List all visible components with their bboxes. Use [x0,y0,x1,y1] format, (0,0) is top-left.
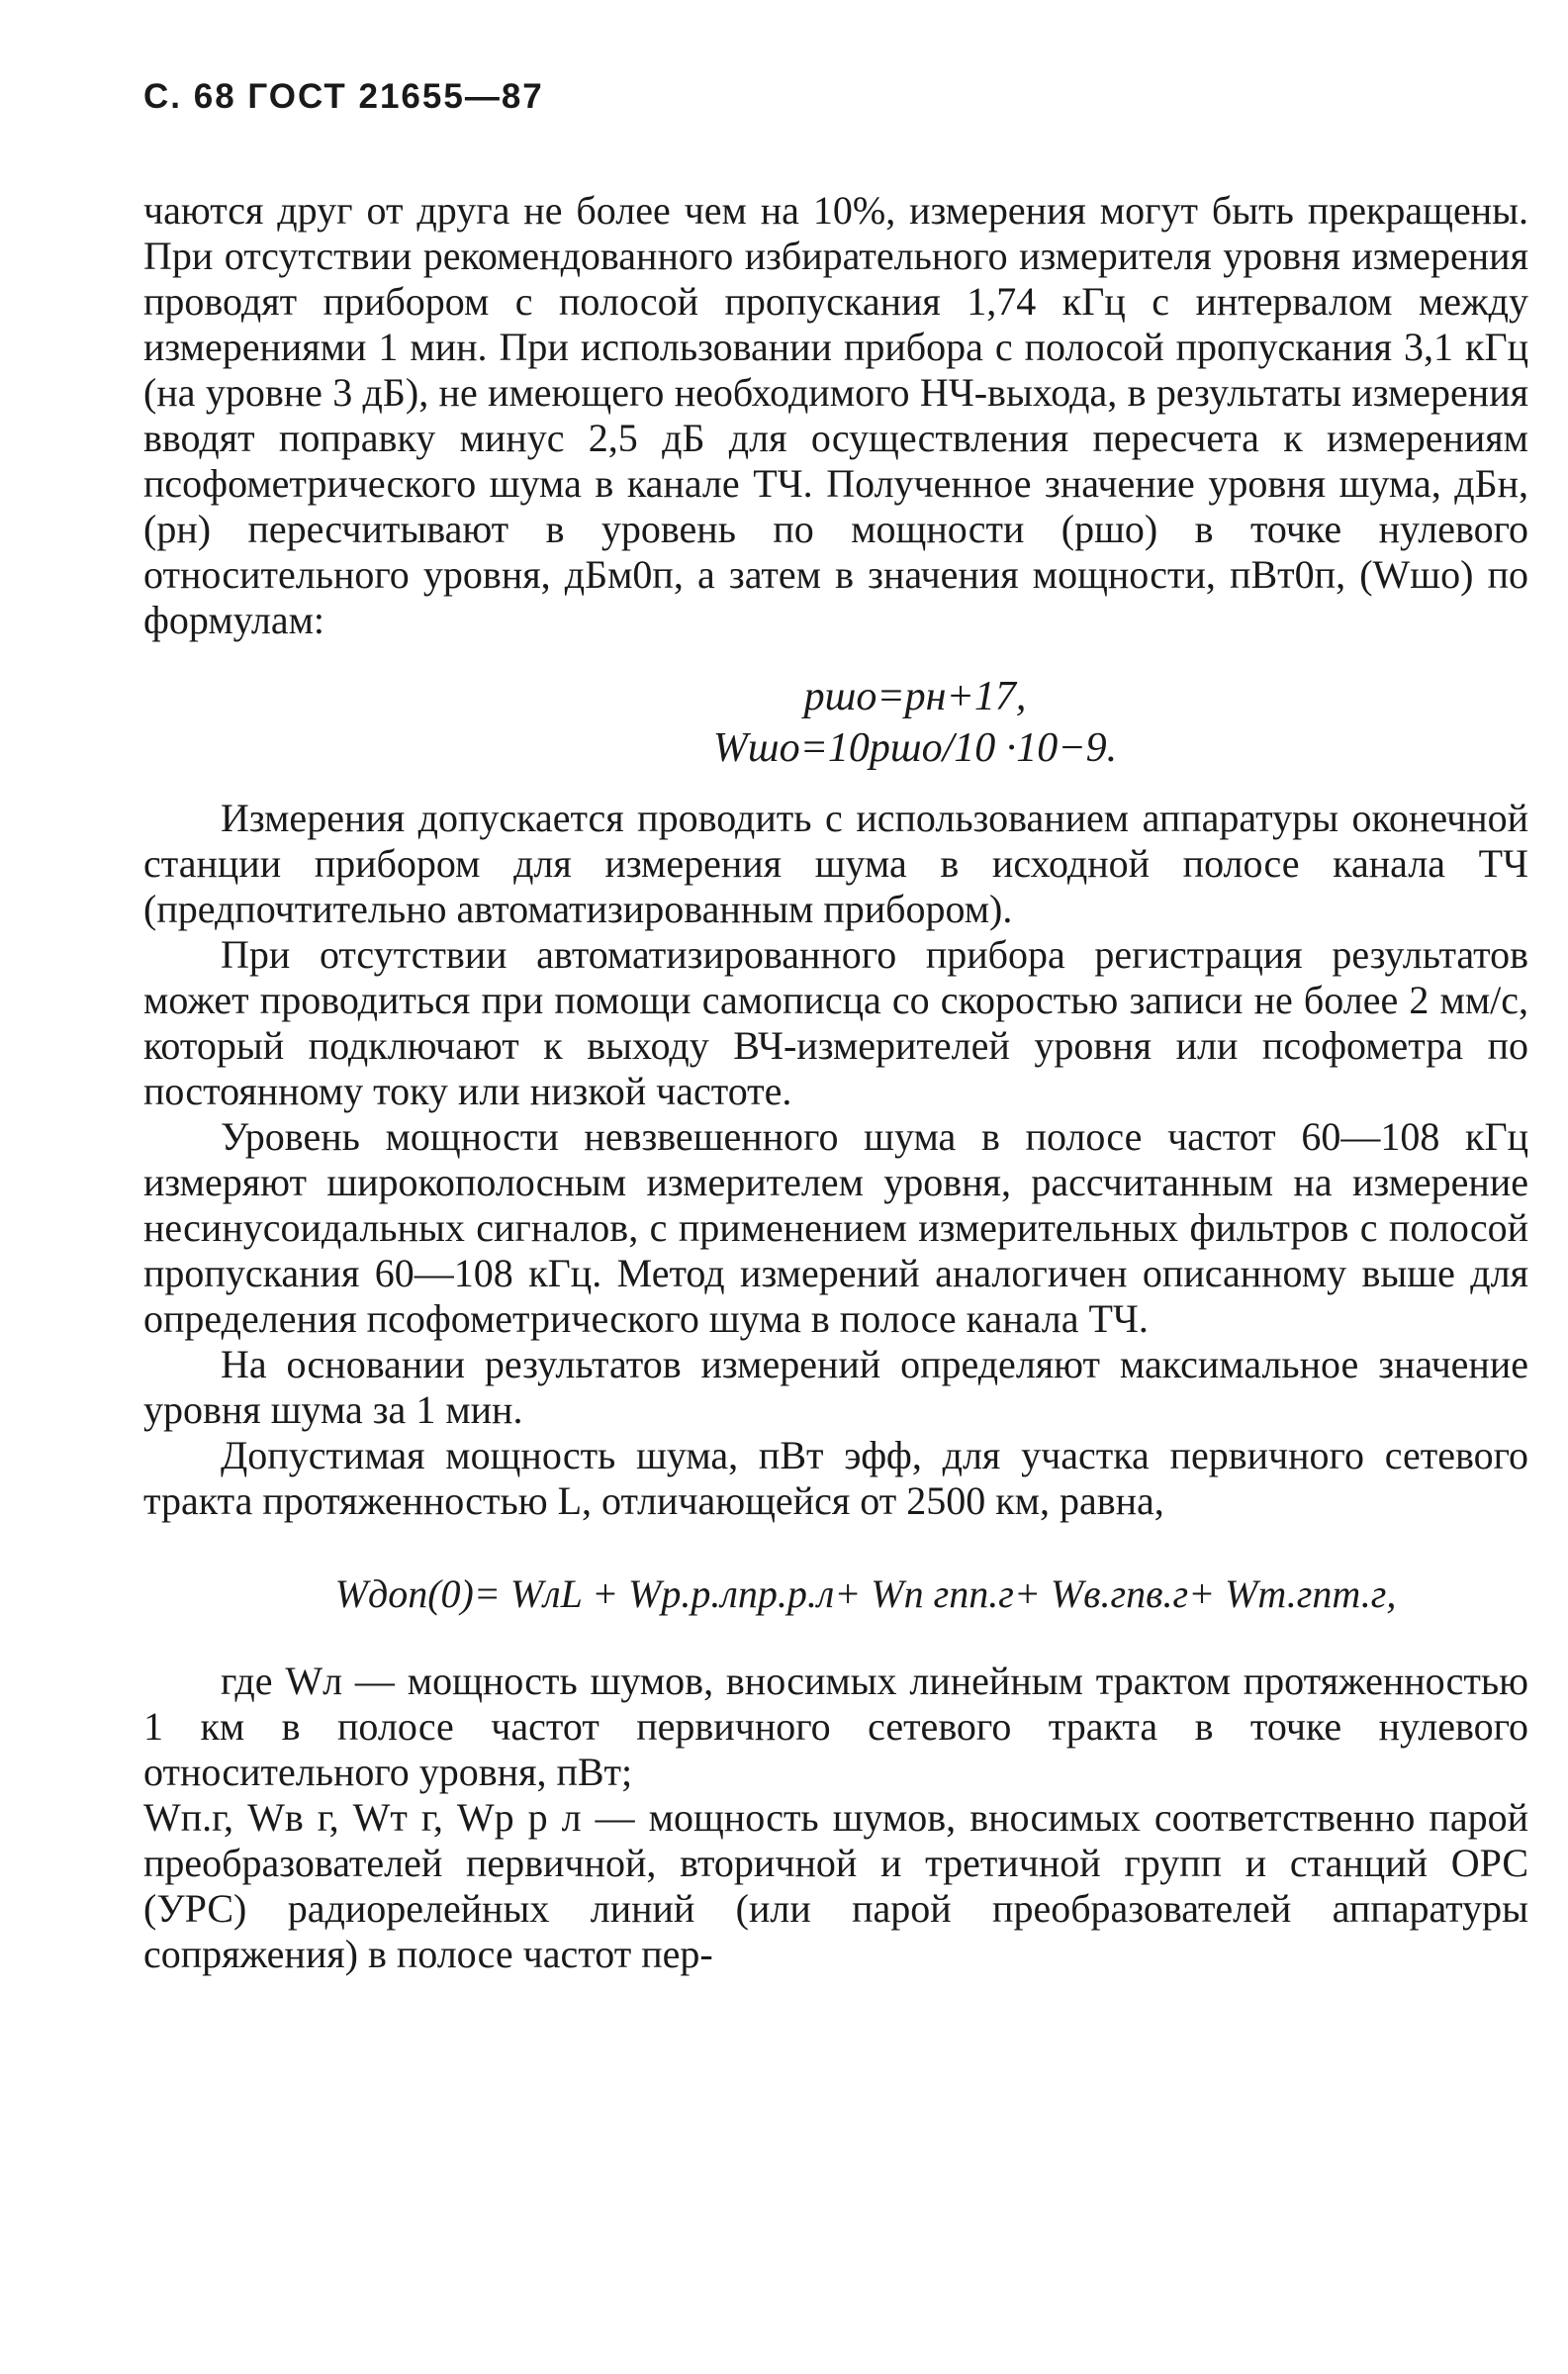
paragraph-unweighted-noise: Уровень мощности невзвешенного шума в полосе частот 60—108 кГц измеряют широкополосным измерителем уровня, рассчитанным на измерение несинусоидальных сигналов, с применением измерительных фильтров с полосой пропускания 60—108 кГц. Метод измерений аналогичен описанному выше для определения псофометрического шума в полосе канала ТЧ. [143,1114,1528,1341]
paragraph-terminal-station: Измерения допускается проводить с использованием аппаратуры оконечной станции прибором для измерения шума в исходной полосе канала ТЧ (предпочтительно автоматизированным прибором). [143,796,1528,931]
formula-group [143,671,1528,774]
page-header: С. 68 ГОСТ 21655—87 [143,77,544,116]
paragraph-definition-converters: Wп.г, Wв г, Wт г, Wр р л — мощность шумов, вносимых соответственно парой преобразователей первичной, вторичной и третичной групп и станций ОРС (УРС) радиорелейных линий (или парой преобразователей аппаратуры сопряжения) в полосе частот пер- [143,1795,1528,1976]
formula-power-level: pшо=pн+17, [803,674,1027,719]
formula-power-watts: Wшо=10pшо/10 ·10−9. [712,725,1118,771]
paragraph-definition-wl: где Wл — мощность шумов, вносимых линейным трактом протяженностью 1 км в полосе частот первичного сетевого тракта в точке нулевого относительного уровня, пВт; [143,1659,1528,1794]
formula-allowed-noise: Wдоп(0)= WлL + Wр.р.лnр.р.л+ Wп гnп.г+ Wв.гnв.г+ Wт.гnт.г, [334,1571,1397,1616]
paragraph-recorder: При отсутствии автоматизированного прибора регистрация результатов может проводиться при помощи самописца со скоростью записи не более 2 мм/с, который подключают к выходу ВЧ-измерителей уровня или псофометра по постоянному току или низкой частоте. [143,932,1528,1113]
paragraph-continuation: чаются друг от друга не более чем на 10%, измерения могут быть прекращены. При отсутствии рекомендованного избирательного измерителя уровня измерения проводят прибором с полосой пропускания 1,74 кГц с интервалом между измерениями 1 мин. При использовании прибора с полосой пропускания 3,1 кГц (на уровне 3 дБ), не имеющего необходимого НЧ-выхода, в результаты измерения вводят поправку минус 2,5 дБ для осуществления пересчета к измерениям псофометрического шума в канале ТЧ. Полученное значение уровня шума, дБн, (pн) пересчитывают в уровень по мощности (pшо) в точке нулевого относительного уровня, дБм0п, а затем в значения мощности, пВт0п, (Wшо) по формулам: [143,188,1528,642]
paragraph-allowed-power: Допустимая мощность шума, пВт эфф, для участка первичного сетевого тракта протяженностью L, отличающейся от 2500 км, равна, [143,1433,1528,1523]
document-page [143,77,1528,1977]
paragraph-max-value: На основании результатов измерений определяют максимальное значение уровня шума за 1 мин. [143,1342,1528,1432]
